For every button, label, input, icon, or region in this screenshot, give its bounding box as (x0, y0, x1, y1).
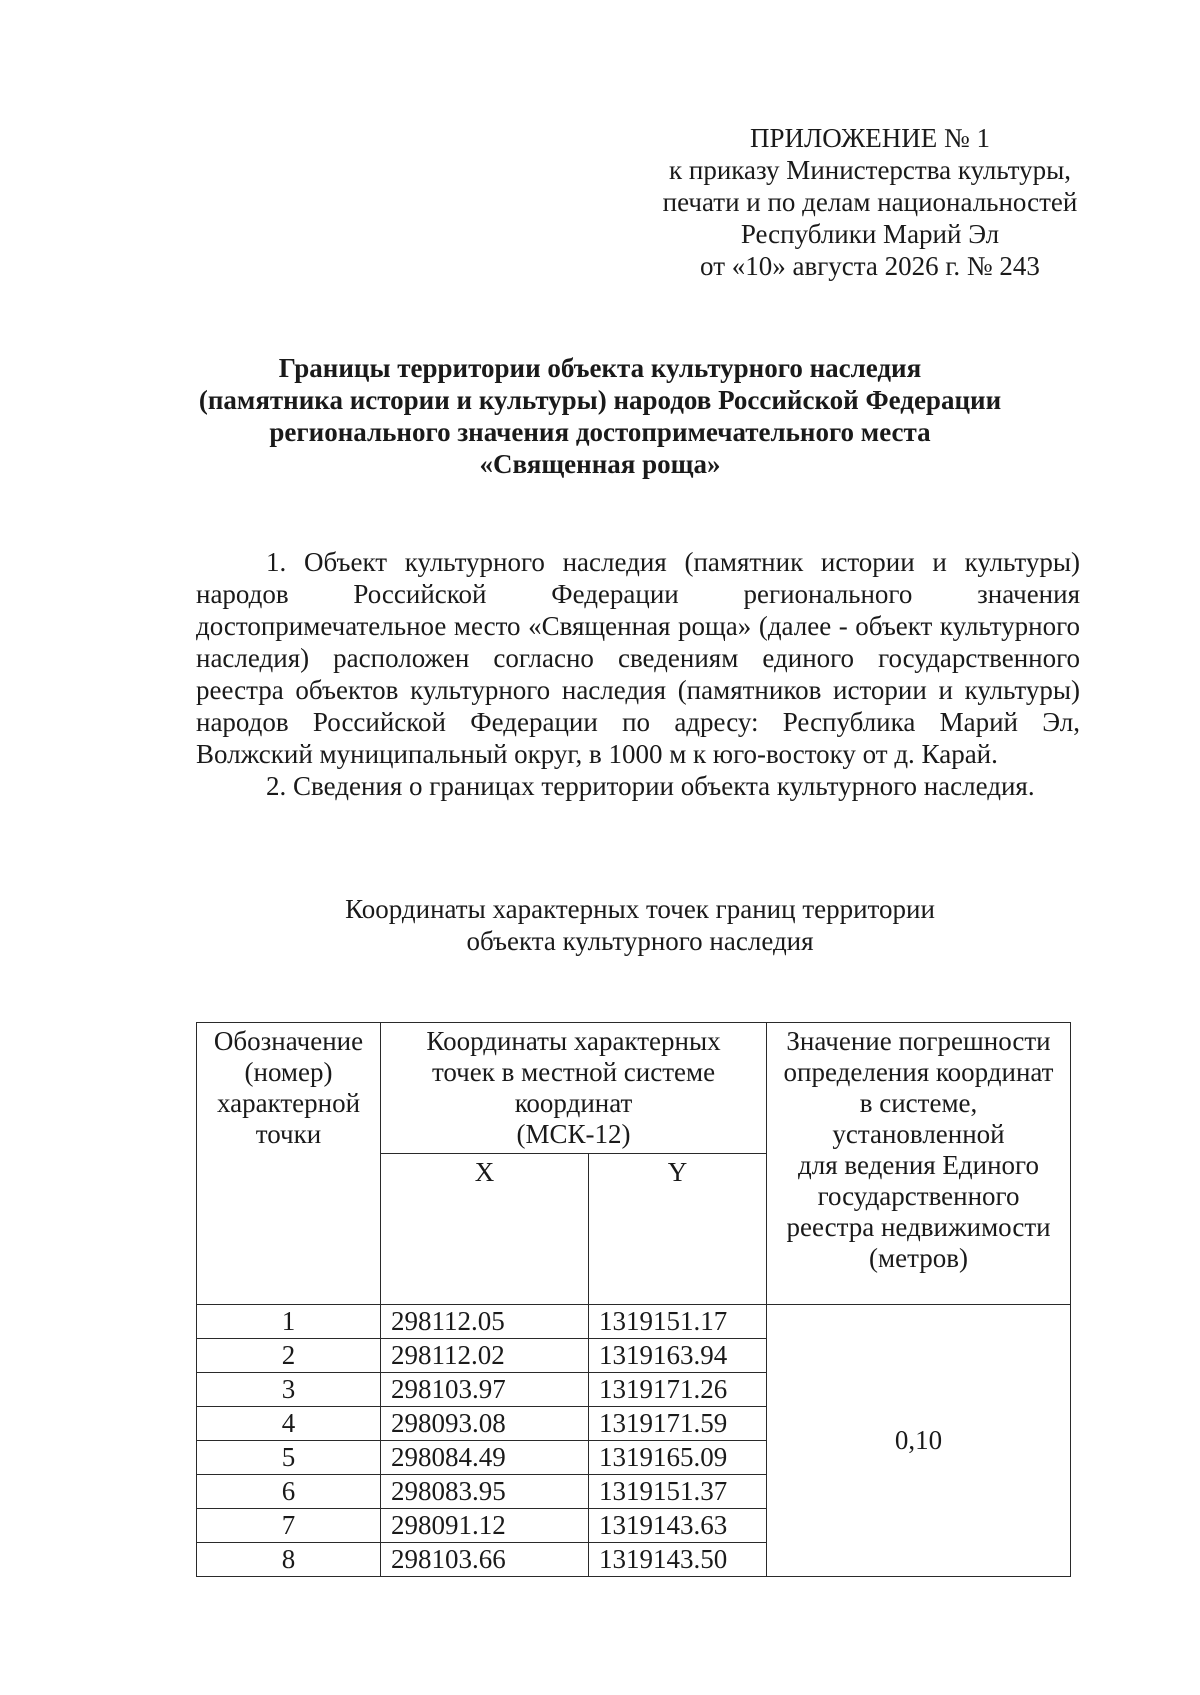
coord-y: 1319143.50 (589, 1543, 767, 1577)
coord-y: 1319143.63 (589, 1509, 767, 1543)
point-number: 1 (197, 1305, 381, 1339)
point-number: 6 (197, 1475, 381, 1509)
coord-x: 298084.49 (381, 1441, 589, 1475)
annex-block (640, 122, 1100, 282)
coord-y: 1319171.26 (589, 1373, 767, 1407)
header-x: X (381, 1154, 589, 1305)
coord-y: 1319151.37 (589, 1475, 767, 1509)
coordinates-table (196, 1022, 1071, 1577)
coordinates-heading-line-1: Координаты характерных точек границ территории (345, 894, 935, 924)
annex-number: ПРИЛОЖЕНИЕ № 1 (749, 123, 991, 153)
body-text (196, 546, 1080, 802)
annex-order-date: от «10» августа 2026 г. № 243 (700, 251, 1040, 281)
document-title (150, 352, 1050, 480)
header-point-number: Обозначение (номер) характерной точки (197, 1023, 381, 1305)
coord-x: 298112.05 (381, 1305, 589, 1339)
point-number: 5 (197, 1441, 381, 1475)
point-number: 4 (197, 1407, 381, 1441)
title-line-1: Границы территории объекта культурного наследия (278, 353, 922, 383)
point-number: 2 (197, 1339, 381, 1373)
paragraph-1: 1. Объект культурного наследия (памятник истории и культуры) народов Российской Федерации регионального значения достопримечательное место «Священная роща» (далее - объект культурного наследия) расположен согласно сведениям единого государственного реестра объектов культурного наследия (памятников истории и культуры) народов Российской Федерации по адресу: Республика Марий Эл, Волжский муниципальный округ, в 1000 м к юго-востоку от д. Карай. (196, 547, 1080, 769)
coord-y: 1319171.59 (589, 1407, 767, 1441)
coord-x: 298112.02 (381, 1339, 589, 1373)
title-line-4: «Священная роща» (479, 449, 721, 479)
coord-x: 298103.97 (381, 1373, 589, 1407)
header-coordinates: Координаты характерных точек в местной системе координат (МСК-12) (381, 1023, 767, 1154)
point-number: 8 (197, 1543, 381, 1577)
title-line-3: регионального значения достопримечательного места (269, 417, 931, 447)
annex-line-3: печати и по делам национальностей (662, 187, 1078, 217)
header-y: Y (589, 1154, 767, 1305)
coord-x: 298103.66 (381, 1543, 589, 1577)
error-value: 0,10 (767, 1305, 1071, 1577)
coord-y: 1319165.09 (589, 1441, 767, 1475)
coord-x: 298091.12 (381, 1509, 589, 1543)
coordinates-heading (200, 893, 1080, 957)
point-number: 3 (197, 1373, 381, 1407)
title-line-2: (памятника истории и культуры) народов Российской Федерации (198, 385, 1002, 415)
paragraph-2: 2. Сведения о границах территории объекта культурного наследия. (266, 771, 1035, 801)
coord-x: 298083.95 (381, 1475, 589, 1509)
coord-x: 298093.08 (381, 1407, 589, 1441)
table-row (197, 1305, 1071, 1339)
coord-y: 1319151.17 (589, 1305, 767, 1339)
point-number: 7 (197, 1509, 381, 1543)
annex-line-2: к приказу Министерства культуры, (669, 155, 1071, 185)
header-error: Значение погрешности определения координат в системе, установленной для ведения Единого государственного реестра недвижимости (метров) (767, 1023, 1071, 1305)
coordinates-heading-line-2: объекта культурного наследия (466, 926, 814, 956)
coord-y: 1319163.94 (589, 1339, 767, 1373)
table-header-row (197, 1023, 1071, 1154)
annex-line-4: Республики Марий Эл (740, 219, 1000, 249)
